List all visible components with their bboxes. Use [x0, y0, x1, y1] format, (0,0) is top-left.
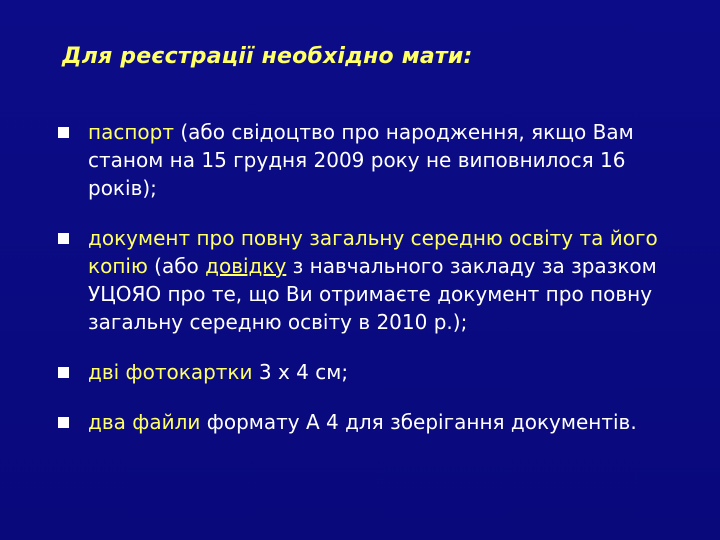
list-item-files — [58, 408, 698, 436]
item-text: (або свідоцтво про народження, якщо Вам станом на 15 грудня 2009 року не виповнилося 16 років); — [88, 120, 634, 200]
item-text: з навчального закладу за зразком УЦОЯО про те, що Ви отримаєте документ про повну загальну середню освіту в 2010 р.); — [88, 254, 657, 334]
highlight-files: два файли — [88, 410, 201, 434]
item-text: формату А 4 для зберігання документів. — [200, 410, 637, 434]
square-bullet-icon — [58, 367, 69, 378]
highlight-certificate: довідку — [205, 254, 287, 278]
square-bullet-icon — [58, 417, 69, 428]
item-text: (або — [147, 254, 206, 278]
square-bullet-icon — [58, 127, 69, 138]
highlight-passport: паспорт — [88, 120, 174, 144]
list-item-photos — [58, 358, 698, 386]
highlight-photos: дві фотокартки — [88, 360, 253, 384]
requirements-list — [58, 118, 698, 458]
square-bullet-icon — [58, 233, 69, 244]
list-item-education-document — [58, 224, 698, 336]
highlight-education-document: документ про повну загальну середню освіту та його копію — [88, 226, 658, 278]
item-text: 3 х 4 см; — [252, 360, 349, 384]
list-item-passport — [58, 118, 698, 202]
slide-title: Для реєстрації необхідно мати: — [62, 44, 473, 69]
